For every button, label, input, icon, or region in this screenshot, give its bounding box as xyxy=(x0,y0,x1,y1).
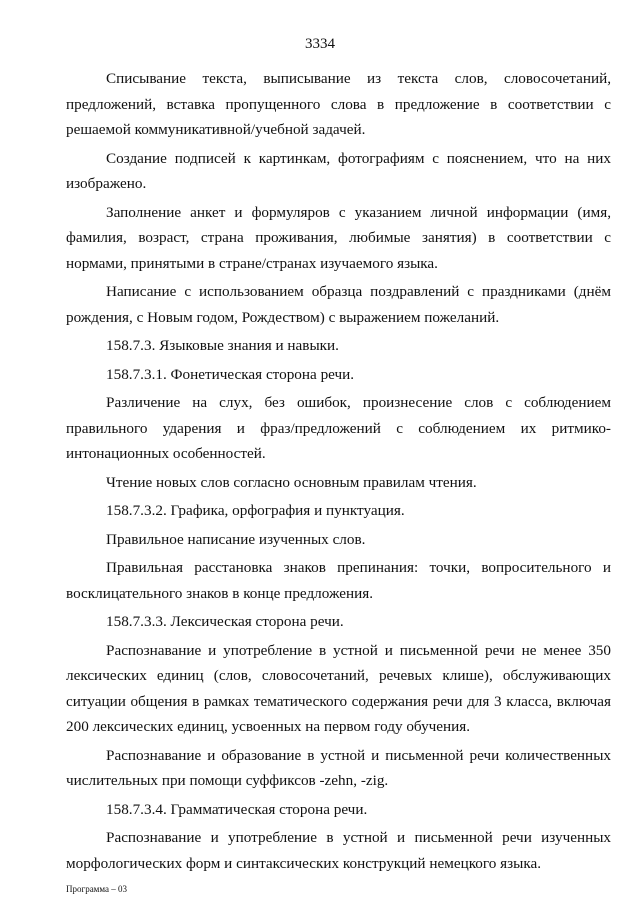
section-heading-grammar: 158.7.3.4. Грамматическая сторона речи. xyxy=(106,800,368,818)
section-heading-language-knowledge: 158.7.3. Языковые знания и навыки. xyxy=(106,337,339,354)
section-heading-phonetics: 158.7.3.1. Фонетическая сторона речи. xyxy=(106,365,355,383)
paragraph-pronunciation: Различение на слух, без ошибок, произнесение слов с соблюдением правильного ударения и фраз/предложений с соблюдением их ритмико-интонационных особенностей. xyxy=(66,394,611,462)
section-heading-lexical: 158.7.3.3. Лексическая сторона речи. xyxy=(106,613,344,630)
paragraph-numerals: Распознавание и образование в устной и письменной речи количественных числительных при помощи суффиксов -zehn, -zig. xyxy=(66,746,611,789)
paragraph-greetings: Написание с использованием образца поздравлений с праздниками (днём рождения, с Новым годом, Рождеством) с выражением пожеланий. xyxy=(66,283,611,326)
section-heading-graphics: 158.7.3.2. Графика, орфография и пунктуация. xyxy=(106,502,405,519)
page-number: 3334 xyxy=(305,36,335,52)
document-body xyxy=(66,66,611,879)
page-footer: Программа – 03 xyxy=(66,884,128,894)
paragraph-captions: Создание подписей к картинкам, фотографиям с пояснением, что на них изображено. xyxy=(66,149,611,192)
paragraph-grammar-forms: Распознавание и употребление в устной и письменной речи изученных морфологических форм и синтаксических конструкций немецкого языка. xyxy=(66,829,611,872)
paragraph-reading-rules: Чтение новых слов согласно основным правилам чтения. xyxy=(106,473,477,491)
paragraph-punctuation: Правильная расстановка знаков препинания: точки, вопросительного и восклицательного знаков в конце предложения. xyxy=(66,559,611,602)
paragraph-spelling: Правильное написание изученных слов. xyxy=(106,530,366,548)
paragraph-lexical-units: Распознавание и употребление в устной и письменной речи не менее 350 лексических единиц (слов, словосочетаний, речевых клише), обслуживающих ситуации общения в рамках тематического содержания речи для 3 класса, включая 200 лексических единиц, усвоенных на первом году обучения. xyxy=(66,641,611,735)
paragraph-copying-text: Списывание текста, выписывание из текста слов, словосочетаний, предложений, вставка пропущенного слова в предложение в соответствии с решаемой коммуникативной/учебной задачей. xyxy=(66,70,611,138)
paragraph-forms: Заполнение анкет и формуляров с указанием личной информации (имя, фамилия, возраст, страна проживания, любимые занятия) в соответствии с нормами, принятыми в стране/странах изучаемого языка. xyxy=(66,203,611,272)
